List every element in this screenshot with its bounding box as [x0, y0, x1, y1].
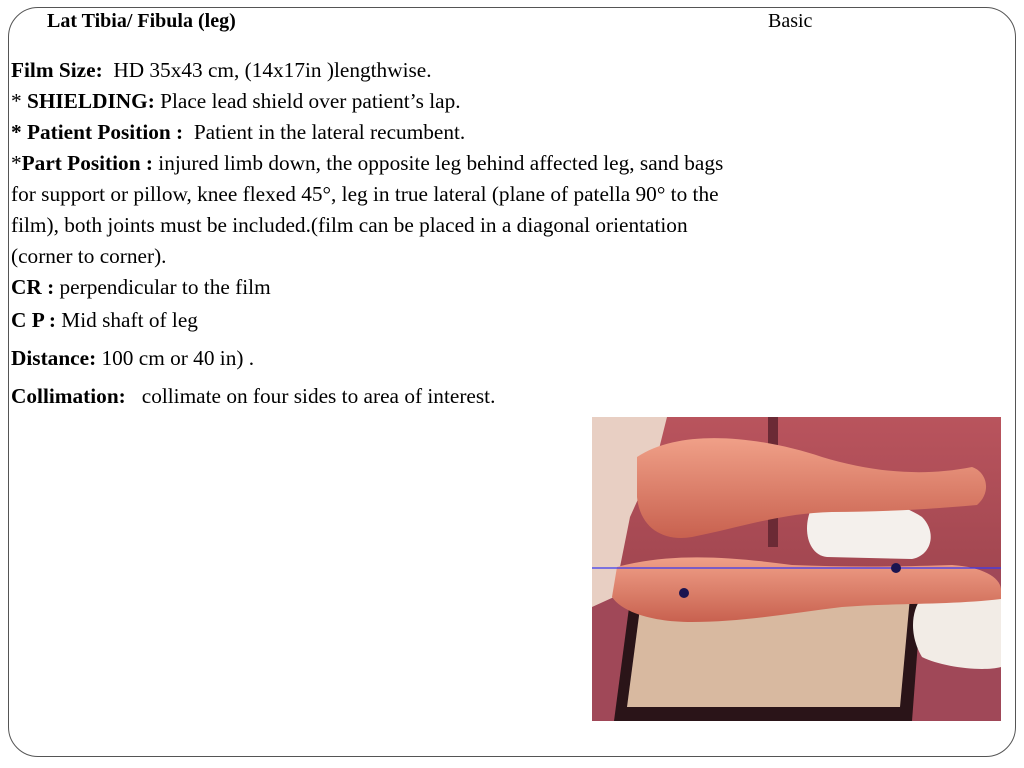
film-size-value: HD 35x43 cm, (14x17in )lengthwise. — [113, 58, 432, 82]
positioning-instructions — [11, 55, 731, 412]
cr-value: perpendicular to the film — [59, 275, 271, 299]
part-position-label: Part Position : — [21, 151, 153, 175]
patient-position-label: Patient Position : — [26, 120, 184, 144]
patient-position-bullet: * — [11, 120, 22, 144]
shielding-line — [11, 86, 731, 117]
part-position-value: injured limb down, the opposite leg behind affected leg, sand bags for support or pillow, knee flexed 45°, leg in true lateral (plane of patella 90° to the film), both joints must be included.(film can be placed in a diagonal orientation (corner to corner). — [11, 151, 724, 268]
part-position-line — [11, 148, 731, 272]
slide-title: Lat Tibia/ Fibula (leg) — [47, 10, 236, 32]
shielding-label: SHIELDING: — [26, 89, 155, 113]
level-label: Basic — [768, 10, 813, 32]
marker-knee — [679, 588, 689, 598]
patient-position-line — [11, 117, 731, 148]
patient-position-value: Patient in the lateral recumbent. — [193, 120, 466, 144]
marker-ankle — [891, 563, 901, 573]
positioning-photo — [592, 417, 1001, 721]
part-position-bullet: * — [11, 151, 22, 175]
distance-value: 100 cm or 40 in) . — [101, 346, 255, 370]
collimation-value: collimate on four sides to area of interest. — [141, 384, 496, 408]
film-size-line — [11, 55, 731, 86]
distance-label: Distance: — [11, 346, 97, 370]
cp-value: Mid shaft of leg — [61, 308, 198, 332]
shielding-bullet: * — [11, 89, 22, 113]
collimation-label: Collimation: — [11, 384, 126, 408]
positioning-photo-illustration — [592, 417, 1001, 721]
film-size-label: Film Size: — [11, 58, 103, 82]
cr-label: CR : — [11, 275, 55, 299]
cp-line — [11, 305, 731, 336]
cr-line — [11, 272, 731, 303]
shielding-value: Place lead shield over patient’s lap. — [160, 89, 461, 113]
distance-line — [11, 343, 731, 374]
collimation-line — [11, 381, 731, 412]
cp-label: C P : — [11, 308, 56, 332]
